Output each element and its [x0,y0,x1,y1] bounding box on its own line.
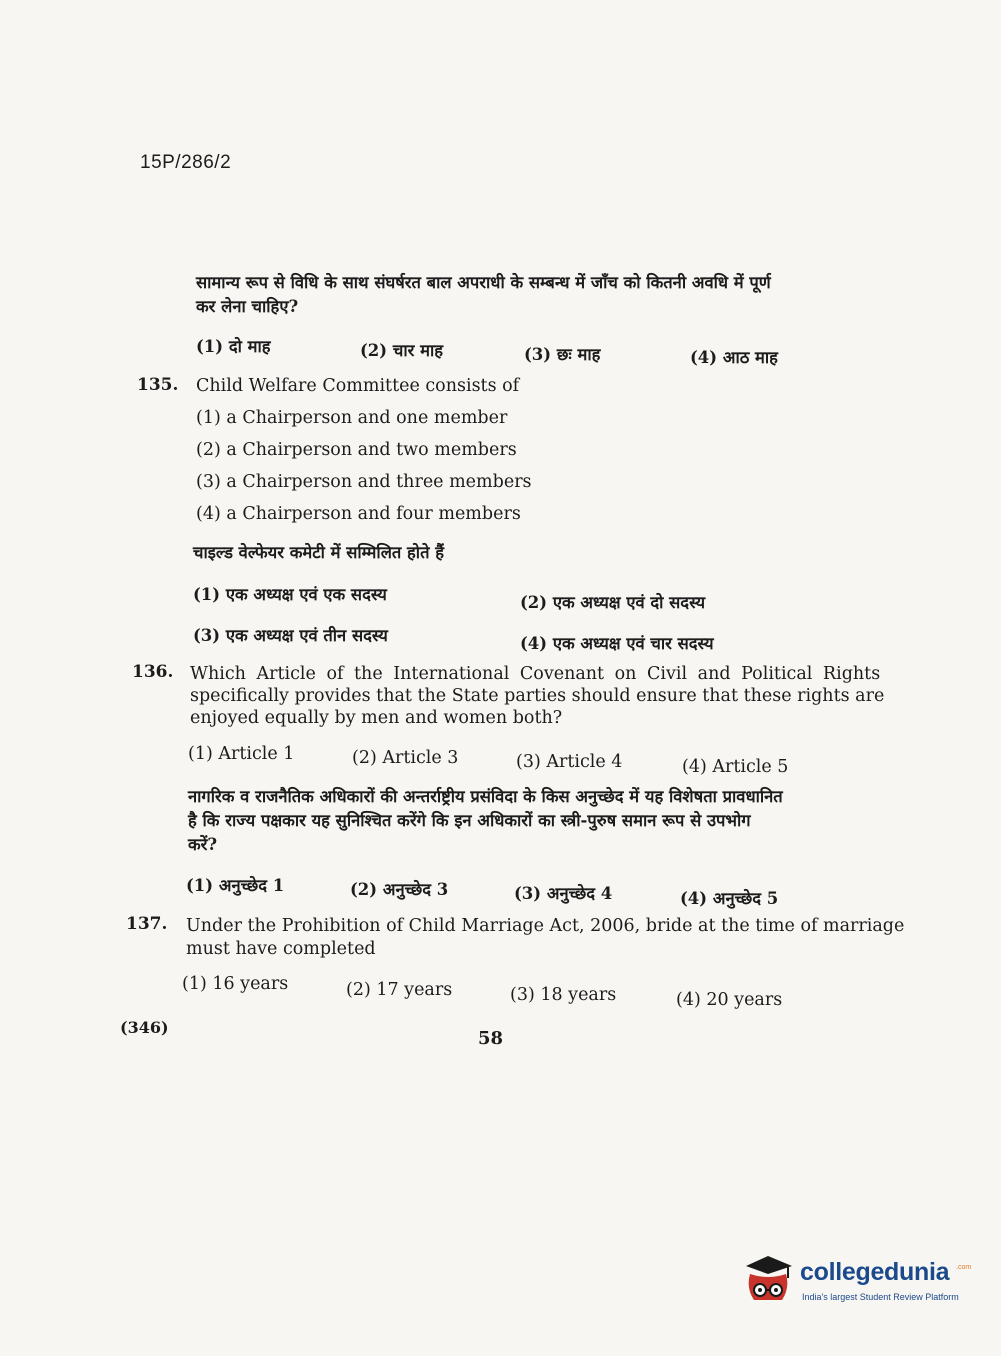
q136-number: 136. [132,662,174,682]
logo-brand: collegedunia [800,1258,950,1286]
q135-option-3: (3) a Chairperson and three members [196,472,532,492]
q136-hindi-line-1: नागरिक व राजनैतिक अधिकारों की अन्तर्राष्ट्रीय प्रसंविदा के किस अनुच्छेद में यह विशेषता प्रावधानित [188,787,783,806]
q135-hindi-option-1: (1) एक अध्यक्ष एवं एक सदस्य [193,585,387,604]
q137-option-1: (1) 16 years [182,974,289,994]
q136-option-3: (3) Article 4 [516,752,623,772]
q134-option-4: (4) आठ माह [690,348,778,367]
q135-option-1: (1) a Chairperson and one member [196,408,508,428]
q137-question-line-2: must have completed [186,939,376,959]
q135-hindi-option-2: (2) एक अध्यक्ष एवं दो सदस्य [520,593,706,612]
q134-hindi-line-2: कर लेना चाहिए? [196,297,299,316]
q136-option-4: (4) Article 5 [682,757,789,777]
q136-hindi-line-2: है कि राज्य पक्षकार यह सुनिश्चित करेंगे कि इन अधिकारों का स्त्री-पुरुष समान रूप से उपभोग [188,811,751,830]
q137-option-4: (4) 20 years [676,990,783,1010]
paper-code: 15P/286/2 [140,152,232,173]
q135-hindi-question: चाइल्ड वेल्फेयर कमेटी में सम्मिलित होते हैं [193,543,444,562]
q136-question-line-3: enjoyed equally by men and women both? [190,708,563,728]
q135-option-2: (2) a Chairperson and two members [196,440,517,460]
q135-question: Child Welfare Committee consists of [196,376,520,396]
q136-hindi-option-3: (3) अनुच्छेद 4 [514,884,613,903]
logo-tagline: India's largest Student Review Platform [802,1292,959,1302]
q136-question-line-1: Which Article of the International Covenant on Civil and Political Rights [190,664,881,684]
q136-hindi-option-1: (1) अनुच्छेद 1 [186,876,285,895]
page-number: 58 [478,1028,504,1049]
q136-hindi-option-2: (2) अनुच्छेद 3 [350,880,449,899]
q135-option-4: (4) a Chairperson and four members [196,504,521,524]
q135-number: 135. [137,375,179,395]
q136-hindi-option-4: (4) अनुच्छेद 5 [680,889,779,908]
q134-hindi-line-1: सामान्य रूप से विधि के साथ संघर्षरत बाल अपराधी के सम्बन्ध में जाँच को कितनी अवधि में पूर्ण [196,273,771,292]
q137-number: 137. [126,914,168,934]
q136-option-2: (2) Article 3 [352,748,459,768]
q137-question-line-1: Under the Prohibition of Child Marriage Act, 2006, bride at the time of marriage [186,916,905,936]
logo-com: .com [956,1264,972,1271]
q137-option-2: (2) 17 years [346,980,453,1000]
q135-hindi-option-4: (4) एक अध्यक्ष एवं चार सदस्य [520,634,714,653]
q136-option-1: (1) Article 1 [188,744,295,764]
q136-hindi-line-3: करें? [188,835,218,854]
collegedunia-logo [742,1252,972,1312]
footer-code: (346) [120,1018,169,1037]
mascot-icon [742,1252,798,1312]
q134-option-1: (1) दो माह [196,337,271,356]
q134-option-2: (2) चार माह [360,341,443,360]
q137-option-3: (3) 18 years [510,985,617,1005]
q136-question-line-2: specifically provides that the State parties should ensure that these rights are [190,686,885,706]
q134-option-3: (3) छः माह [524,345,601,364]
q135-hindi-option-3: (3) एक अध्यक्ष एवं तीन सदस्य [193,626,388,645]
